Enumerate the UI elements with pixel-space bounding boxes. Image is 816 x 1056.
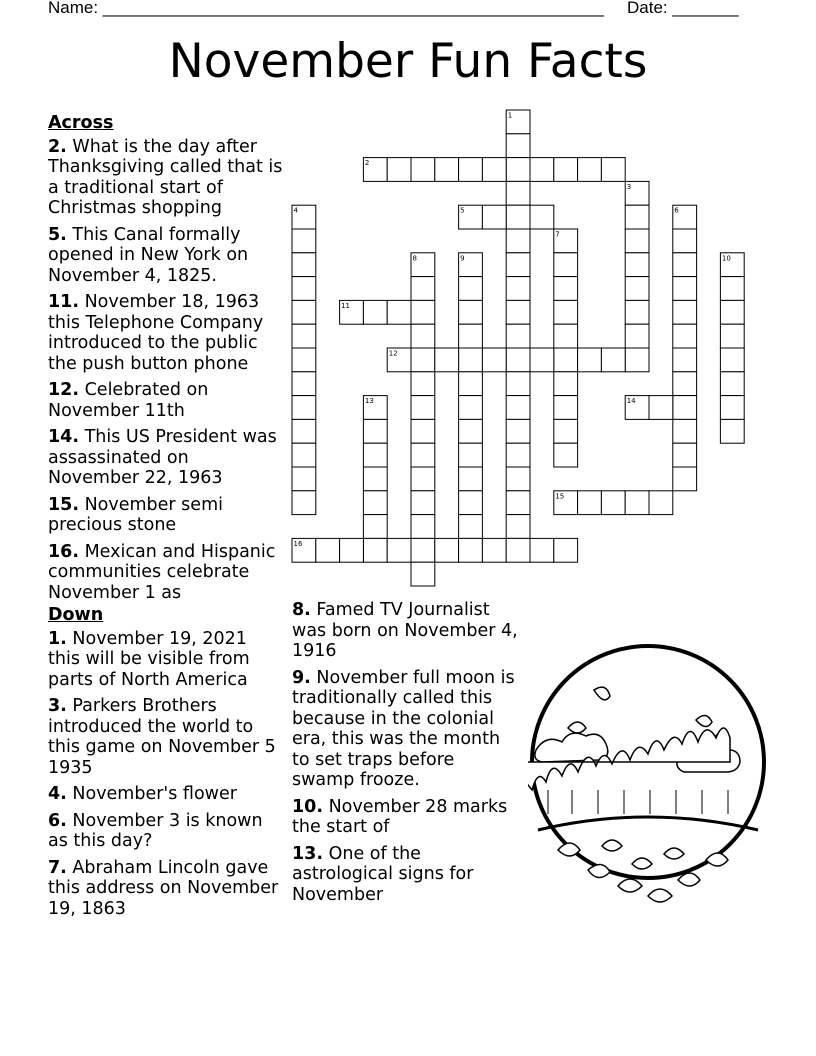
clue-number-13: 13 [364,397,374,406]
grid-cell[interactable] [554,277,578,301]
grid-cell[interactable] [673,443,697,467]
grid-cell[interactable] [292,419,316,443]
clue-down-7: 7. Abraham Lincoln gave this address on November 19, 1863 [48,857,279,919]
grid-cell[interactable] [506,348,530,372]
grid-cell[interactable] [601,158,625,182]
clue-number-4: 4 [293,206,298,215]
date-label: Date: [627,0,673,17]
grid-cell[interactable] [625,491,649,515]
grid-cell[interactable] [673,348,697,372]
grid-cell[interactable] [363,467,387,491]
grid-cell[interactable] [435,348,459,372]
grid-cell[interactable] [459,300,483,324]
clue-number-16: 16 [293,539,303,548]
grid-cell[interactable] [292,491,316,515]
grid-cell[interactable] [530,538,554,562]
grid-cell[interactable] [554,396,578,420]
grid-cell[interactable] [459,538,483,562]
grid-cell[interactable] [673,324,697,348]
grid-cell[interactable] [506,538,530,562]
grid-cell[interactable] [411,158,435,182]
grid-cell[interactable] [459,277,483,301]
grid-cell[interactable] [363,443,387,467]
grid-cell[interactable] [578,491,602,515]
clue-number-1: 1 [507,111,513,120]
grid-cell[interactable] [292,348,316,372]
grid-cell[interactable] [506,372,530,396]
grid-cell[interactable] [482,158,506,182]
grid-cell[interactable] [292,396,316,420]
grid-cell[interactable] [625,229,649,253]
grid-cell[interactable] [506,515,530,539]
grid-cell[interactable] [625,253,649,277]
date-line: _______ [672,0,739,17]
grid-cell[interactable] [459,467,483,491]
grid-cell[interactable] [482,538,506,562]
grid-cell[interactable] [506,419,530,443]
grid-cell[interactable] [411,348,435,372]
clue-number-15: 15 [555,492,565,501]
grid-cell[interactable] [482,348,506,372]
grid-cell[interactable] [578,158,602,182]
grid-cell[interactable] [720,396,744,420]
grid-cell[interactable] [363,491,387,515]
grid-cell[interactable] [506,467,530,491]
clue-number-7: 7 [555,230,560,239]
clue-across-5: 5. This Canal formally opened in New York on November 4, 1825. [48,224,249,286]
grid-cell[interactable] [554,372,578,396]
grid-cell[interactable] [411,467,435,491]
grid-cell[interactable] [625,348,649,372]
clue-down-9: 9. November full moon is traditionally called this because in the colonial era, this was the month to set traps before swamp frooze. [292,667,515,790]
clue-down-13: 13. One of the astrological signs for November [292,843,474,905]
grid-cell[interactable] [459,324,483,348]
grid-cell[interactable] [459,372,483,396]
grid-cell[interactable] [459,443,483,467]
grid-cell[interactable] [506,134,530,158]
grid-cell[interactable] [411,372,435,396]
clue-number-2: 2 [364,159,370,168]
clue-across-16: 16. Mexican and Hispanic communities celebrate November 1 as [48,541,276,603]
grid-cell[interactable] [649,491,673,515]
grid-cell[interactable] [411,324,435,348]
grid-cell[interactable] [673,229,697,253]
grid-cell[interactable] [459,158,483,182]
grid-cell[interactable] [292,324,316,348]
clue-down-10: 10. November 28 marks the start of [292,796,508,837]
grid-cell[interactable] [506,158,530,182]
grid-cell[interactable] [292,467,316,491]
grid-cell[interactable] [625,324,649,348]
grid-cell[interactable] [482,205,506,229]
clue-across-14: 14. This US President was assassinated on November 22, 1963 [48,427,277,488]
grid-cell[interactable] [625,300,649,324]
grid-cell[interactable] [363,515,387,539]
grid-cell[interactable] [578,348,602,372]
grid-cell[interactable] [340,538,364,562]
grid-cell[interactable] [601,491,625,515]
grid-cell[interactable] [411,491,435,515]
across-heading: Across [48,113,114,133]
clue-number-5: 5 [460,206,465,215]
grid-cell[interactable] [292,372,316,396]
grid-cell[interactable] [411,396,435,420]
grid-cell[interactable] [459,419,483,443]
autumn-leaves-globe-illustration [528,640,768,910]
grid-cell[interactable] [387,300,411,324]
grid-cell[interactable] [530,205,554,229]
grid-cell[interactable] [673,300,697,324]
grid-cell[interactable] [506,396,530,420]
clue-down-4: 4. November's flower [48,784,237,804]
grid-cell[interactable] [506,229,530,253]
grid-cell[interactable] [554,538,578,562]
grid-cell[interactable] [720,324,744,348]
grid-cell[interactable] [554,253,578,277]
grid-cell[interactable] [411,419,435,443]
grid-cell[interactable] [673,467,697,491]
grid-cell[interactable] [459,515,483,539]
grid-cell[interactable] [459,348,483,372]
down-heading: Down [48,605,104,625]
grid-cell[interactable] [506,491,530,515]
grid-cell[interactable] [506,324,530,348]
grid-cell[interactable] [625,277,649,301]
grid-cell[interactable] [673,277,697,301]
grid-cell[interactable] [363,419,387,443]
clue-across-2: 2. What is the day after Thanksgiving called that is a traditional start of Christmas shopping [48,136,283,218]
grid-cell[interactable] [411,300,435,324]
clue-number-6: 6 [674,206,679,215]
grid-cell[interactable] [673,372,697,396]
grid-cell[interactable] [411,277,435,301]
grid-cell[interactable] [411,443,435,467]
grid-cell[interactable] [601,348,625,372]
clue-number-14: 14 [626,397,636,406]
clue-number-11: 11 [341,301,351,310]
grid-cell[interactable] [506,253,530,277]
grid-cell[interactable] [506,443,530,467]
grid-cell[interactable] [673,253,697,277]
grid-cell[interactable] [720,372,744,396]
grid-cell[interactable] [554,443,578,467]
grid-cell[interactable] [387,158,411,182]
clue-number-9: 9 [460,254,465,263]
grid-cell[interactable] [530,348,554,372]
grid-cell[interactable] [506,277,530,301]
grid-cell[interactable] [435,158,459,182]
clue-down-1: 1. November 19, 2021 this will be visible from parts of North America [48,628,250,690]
grid-cell[interactable] [411,538,435,562]
grid-cell[interactable] [649,396,673,420]
grid-cell[interactable] [387,538,411,562]
grid-cell[interactable] [435,538,459,562]
grid-cell[interactable] [530,158,554,182]
clue-number-12: 12 [388,349,398,358]
grid-cell[interactable] [292,253,316,277]
grid-cell[interactable] [506,205,530,229]
grid-cell[interactable] [554,324,578,348]
grid-cell[interactable] [292,229,316,253]
clue-down-6: 6. November 3 is known as this day? [48,810,263,851]
grid-cell[interactable] [411,515,435,539]
clue-across-11: 11. November 18, 1963 this Telephone Company introduced to the public the push button phone [48,292,264,374]
grid-cell[interactable] [292,443,316,467]
grid-cell[interactable] [363,300,387,324]
name-line: _____________________________________________________ [102,0,604,17]
grid-cell[interactable] [506,300,530,324]
grid-cell[interactable] [554,158,578,182]
grid-cell[interactable] [459,491,483,515]
grid-cell[interactable] [554,419,578,443]
grid-cell[interactable] [459,396,483,420]
grid-cell[interactable] [554,348,578,372]
clue-down-3: 3. Parkers Brothers introduced the world to this game on November 5 1935 [48,696,276,778]
clue-number-8: 8 [412,254,417,263]
clue-number-10: 10 [721,254,731,263]
grid-cell[interactable] [554,300,578,324]
grid-cell[interactable] [673,419,697,443]
grid-cell[interactable] [720,300,744,324]
grid-cell[interactable] [673,396,697,420]
grid-cell[interactable] [625,205,649,229]
clue-across-15: 15. November semi precious stone [48,494,223,535]
grid-cell[interactable] [506,181,530,205]
grid-cell[interactable] [292,300,316,324]
clue-number-3: 3 [626,182,632,191]
grid-cell[interactable] [720,419,744,443]
grid-cell[interactable] [720,277,744,301]
grid-cell[interactable] [316,538,340,562]
grid-cell[interactable] [292,277,316,301]
grid-cell[interactable] [720,348,744,372]
clue-across-12: 12. Celebrated on November 11th [48,380,209,421]
clue-down-8: 8. Famed TV Journalist was born on November 4, 1916 [292,600,518,661]
grid-cell[interactable] [363,538,387,562]
grid-cell[interactable] [411,562,435,586]
page-title: November Fun Facts [168,34,648,89]
name-label: Name: [48,0,103,17]
